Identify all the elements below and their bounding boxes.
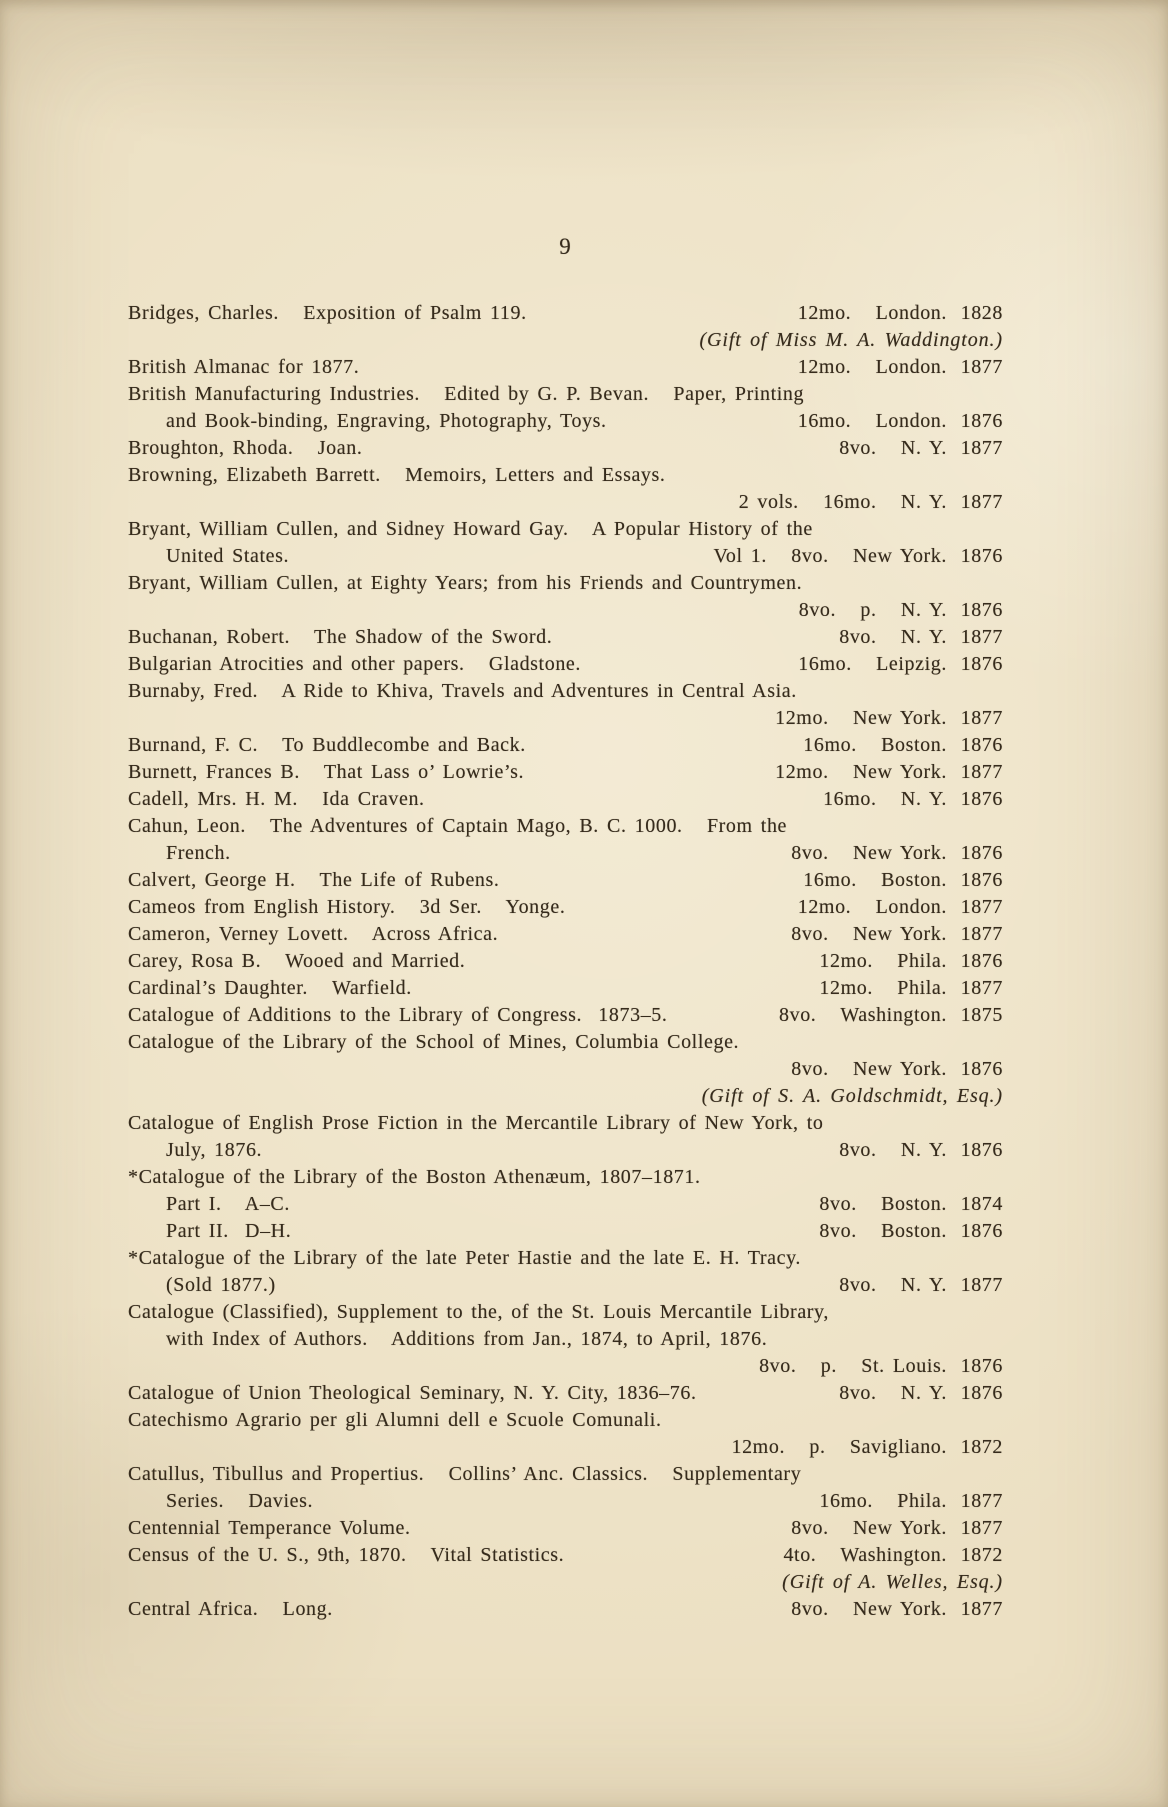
catalog-line	[128, 1272, 1003, 1299]
catalog-line	[128, 759, 1003, 786]
entry-text: *Catalogue of the Library of the Boston Athenæum, 1807–1871.	[128, 1166, 701, 1188]
entry-year: 1877	[960, 923, 1003, 945]
entry-publication-info: 12mo. London.	[797, 356, 947, 378]
entry-publication-info: 16mo. London.	[797, 410, 947, 432]
entry-publication-info: 12mo. New York.	[775, 761, 947, 783]
catalog-line	[128, 975, 1003, 1002]
entry-publication-info: 8vo. New York.	[791, 842, 947, 864]
entry-publication-info: 12mo. Phila.	[819, 950, 947, 972]
catalog-line	[128, 1218, 1003, 1245]
entry-text: United States.	[166, 545, 290, 567]
catalog-line	[128, 732, 1003, 759]
entry-publication-info: 8vo. New York.	[791, 1058, 947, 1080]
entry-text: July, 1876.	[166, 1139, 263, 1161]
entry-text: Calvert, George H. The Life of Rubens.	[128, 869, 500, 891]
catalog-line	[128, 516, 1003, 543]
entry-year: 1877	[960, 491, 1003, 513]
entry-text: Cardinal’s Daughter. Warfield.	[128, 977, 412, 999]
entry-publication-info: 12mo. New York.	[775, 707, 947, 729]
entry-year: 1828	[960, 302, 1003, 324]
entry-text: Burnaby, Fred. A Ride to Khiva, Travels and Adventures in Central Asia.	[128, 680, 797, 702]
catalog-line	[128, 300, 1003, 327]
entry-publication-info: 8vo. p. St. Louis.	[759, 1355, 947, 1377]
entry-year: 1874	[960, 1193, 1003, 1215]
entry-text: Bryant, William Cullen, at Eighty Years; from his Friends and Countrymen.	[128, 572, 803, 594]
entry-text: Browning, Elizabeth Barrett. Memoirs, Letters and Essays.	[128, 464, 666, 486]
entry-year: 1876	[960, 1139, 1003, 1161]
catalog-line	[128, 408, 1003, 435]
entry-year: 1876	[960, 869, 1003, 891]
entry-year: 1876	[960, 788, 1003, 810]
entry-text: Central Africa. Long.	[128, 1598, 333, 1620]
entry-publication-info: 12mo. London.	[797, 302, 947, 324]
catalog-line	[128, 1164, 1003, 1191]
catalog-line	[128, 1056, 1003, 1083]
catalog-line	[128, 1596, 1003, 1623]
entry-year: 1876	[960, 599, 1003, 621]
entry-publication-info: 8vo. N. Y.	[839, 437, 947, 459]
entry-publication-info: 8vo. New York.	[791, 1598, 947, 1620]
entry-publication-info: (Gift of A. Welles, Esq.)	[782, 1571, 1003, 1593]
catalog-line	[128, 1353, 1003, 1380]
entry-text: Cameos from English History. 3d Ser. Yonge.	[128, 896, 566, 918]
catalog-line	[128, 786, 1003, 813]
entry-text: Burnand, F. C. To Buddlecombe and Back.	[128, 734, 526, 756]
catalog-line	[128, 948, 1003, 975]
catalog-line	[128, 1029, 1003, 1056]
entry-text: Cameron, Verney Lovett. Across Africa.	[128, 923, 499, 945]
catalog-line	[128, 543, 1003, 570]
entry-year: 1877	[960, 977, 1003, 999]
catalog-line	[128, 624, 1003, 651]
entry-publication-info: 12mo. Phila.	[819, 977, 947, 999]
entry-year: 1877	[960, 1598, 1003, 1620]
entry-publication-info: 8vo. N. Y.	[839, 626, 947, 648]
catalog-line	[128, 1515, 1003, 1542]
entry-publication-info: (Gift of Miss M. A. Waddington.)	[699, 329, 1003, 351]
catalog-line	[128, 1299, 1003, 1326]
catalog-line	[128, 1434, 1003, 1461]
entry-year: 1876	[960, 734, 1003, 756]
catalog-line	[128, 597, 1003, 624]
entry-text: Buchanan, Robert. The Shadow of the Sword.	[128, 626, 553, 648]
entry-year: 1877	[960, 437, 1003, 459]
entry-year: 1875	[960, 1004, 1003, 1026]
entry-text: Census of the U. S., 9th, 1870. Vital Statistics.	[128, 1544, 565, 1566]
entry-year: 1872	[960, 1544, 1003, 1566]
entry-text: Catalogue of Union Theological Seminary, N. Y. City, 1836–76.	[128, 1382, 697, 1404]
entry-year: 1876	[960, 653, 1003, 675]
catalog-line	[128, 1191, 1003, 1218]
entry-text: Catalogue of the Library of the School of Mines, Columbia College.	[128, 1031, 740, 1053]
catalog-line	[128, 489, 1003, 516]
catalog-line	[128, 705, 1003, 732]
entry-year: 1876	[960, 1382, 1003, 1404]
catalog-line	[128, 327, 1003, 354]
entry-publication-info: 12mo. London.	[797, 896, 947, 918]
entry-publication-info: Vol 1. 8vo. New York.	[713, 545, 947, 567]
entry-publication-info: 12mo. p. Savigliano.	[731, 1436, 947, 1458]
catalog-line	[128, 1380, 1003, 1407]
entry-year: 1876	[960, 950, 1003, 972]
entry-publication-info: 16mo. N. Y.	[823, 788, 947, 810]
catalog-line	[128, 1569, 1003, 1596]
catalog-line	[128, 1407, 1003, 1434]
entry-publication-info: 16mo. Boston.	[803, 869, 947, 891]
entry-text: British Manufacturing Industries. Edited by G. P. Bevan. Paper, Printing	[128, 383, 805, 405]
entry-text: Series. Davies.	[166, 1490, 314, 1512]
catalog-line	[128, 813, 1003, 840]
entry-publication-info: 8vo. Boston.	[819, 1220, 947, 1242]
catalog-line	[128, 1326, 1003, 1353]
entry-year: 1876	[960, 1355, 1003, 1377]
catalog-line	[128, 840, 1003, 867]
entry-text: Catalogue (Classified), Supplement to the, of the St. Louis Mercantile Library,	[128, 1301, 829, 1323]
entry-text: Bulgarian Atrocities and other papers. Gladstone.	[128, 653, 581, 675]
entry-year: 1876	[960, 1220, 1003, 1242]
entry-publication-info: 8vo. Boston.	[819, 1193, 947, 1215]
entry-text: Carey, Rosa B. Wooed and Married.	[128, 950, 466, 972]
entry-publication-info: 8vo. N. Y.	[839, 1139, 947, 1161]
entry-publication-info: (Gift of S. A. Goldschmidt, Esq.)	[701, 1085, 1003, 1107]
entry-text: Burnett, Frances B. That Lass o’ Lowrie’s.	[128, 761, 525, 783]
entry-text: Catechismo Agrario per gli Alumni dell e Scuole Comunali.	[128, 1409, 662, 1431]
entry-publication-info: 8vo. New York.	[791, 923, 947, 945]
catalog-line	[128, 1083, 1003, 1110]
entry-year: 1877	[960, 707, 1003, 729]
catalog-line	[128, 435, 1003, 462]
entry-text: Bridges, Charles. Exposition of Psalm 119.	[128, 302, 527, 324]
entry-publication-info: 8vo. N. Y.	[839, 1382, 947, 1404]
entry-publication-info: 4to. Washington.	[783, 1544, 947, 1566]
catalog-line	[128, 894, 1003, 921]
entry-text: Catalogue of English Prose Fiction in the Mercantile Library of New York, to	[128, 1112, 824, 1134]
catalog-line	[128, 678, 1003, 705]
entry-text: Centennial Temperance Volume.	[128, 1517, 411, 1539]
entry-text: Part I. A–C.	[166, 1193, 290, 1215]
entry-text: Cadell, Mrs. H. M. Ida Craven.	[128, 788, 425, 810]
entry-text: Cahun, Leon. The Adventures of Captain Mago, B. C. 1000. From the	[128, 815, 788, 837]
catalog-line	[128, 651, 1003, 678]
entry-year: 1876	[960, 842, 1003, 864]
entry-year: 1876	[960, 1058, 1003, 1080]
entry-year: 1877	[960, 761, 1003, 783]
catalog-line	[128, 354, 1003, 381]
entry-text: (Sold 1877.)	[166, 1274, 276, 1296]
catalog-line	[128, 1461, 1003, 1488]
entry-text: Broughton, Rhoda. Joan.	[128, 437, 363, 459]
catalog-lines	[128, 300, 1003, 1623]
catalog-line	[128, 1245, 1003, 1272]
catalog-line	[128, 1488, 1003, 1515]
catalog-line	[128, 570, 1003, 597]
entry-publication-info: 2 vols. 16mo. N. Y.	[738, 491, 947, 513]
entry-text: Bryant, William Cullen, and Sidney Howard Gay. A Popular History of the	[128, 518, 813, 540]
entry-text: Part II. D–H.	[166, 1220, 292, 1242]
catalog-line	[128, 1110, 1003, 1137]
catalog-line	[128, 867, 1003, 894]
catalog-line	[128, 1137, 1003, 1164]
entry-text: French.	[166, 842, 231, 864]
entry-year: 1877	[960, 896, 1003, 918]
entry-text: with Index of Authors. Additions from Jan., 1874, to April, 1876.	[166, 1328, 768, 1350]
entry-text: Catalogue of Additions to the Library of Congress. 1873–5.	[128, 1004, 668, 1026]
entry-text: British Almanac for 1877.	[128, 356, 360, 378]
page-number: 9	[559, 234, 572, 259]
entry-publication-info: 16mo. Phila.	[819, 1490, 947, 1512]
catalog-line	[128, 381, 1003, 408]
entry-year: 1876	[960, 545, 1003, 567]
entry-year: 1877	[960, 1490, 1003, 1512]
entry-year: 1872	[960, 1436, 1003, 1458]
entry-publication-info: 8vo. N. Y.	[839, 1274, 947, 1296]
entry-publication-info: 8vo. New York.	[791, 1517, 947, 1539]
entry-text: *Catalogue of the Library of the late Peter Hastie and the late E. H. Tracy.	[128, 1247, 802, 1269]
catalog-line	[128, 1542, 1003, 1569]
entry-year: 1877	[960, 626, 1003, 648]
entry-year: 1877	[960, 1517, 1003, 1539]
entry-publication-info: 16mo. Boston.	[803, 734, 947, 756]
catalog-line	[128, 1002, 1003, 1029]
entry-year: 1876	[960, 410, 1003, 432]
entry-publication-info: 16mo. Leipzig.	[798, 653, 947, 675]
entry-publication-info: 8vo. Washington.	[779, 1004, 947, 1026]
entry-text: and Book-binding, Engraving, Photography, Toys.	[166, 410, 607, 432]
entry-text: Catullus, Tibullus and Propertius. Collins’ Anc. Classics. Supplementary	[128, 1463, 802, 1485]
catalog-line	[128, 462, 1003, 489]
entry-year: 1877	[960, 1274, 1003, 1296]
entry-year: 1877	[960, 356, 1003, 378]
catalog-line	[128, 921, 1003, 948]
entry-publication-info: 8vo. p. N. Y.	[798, 599, 947, 621]
